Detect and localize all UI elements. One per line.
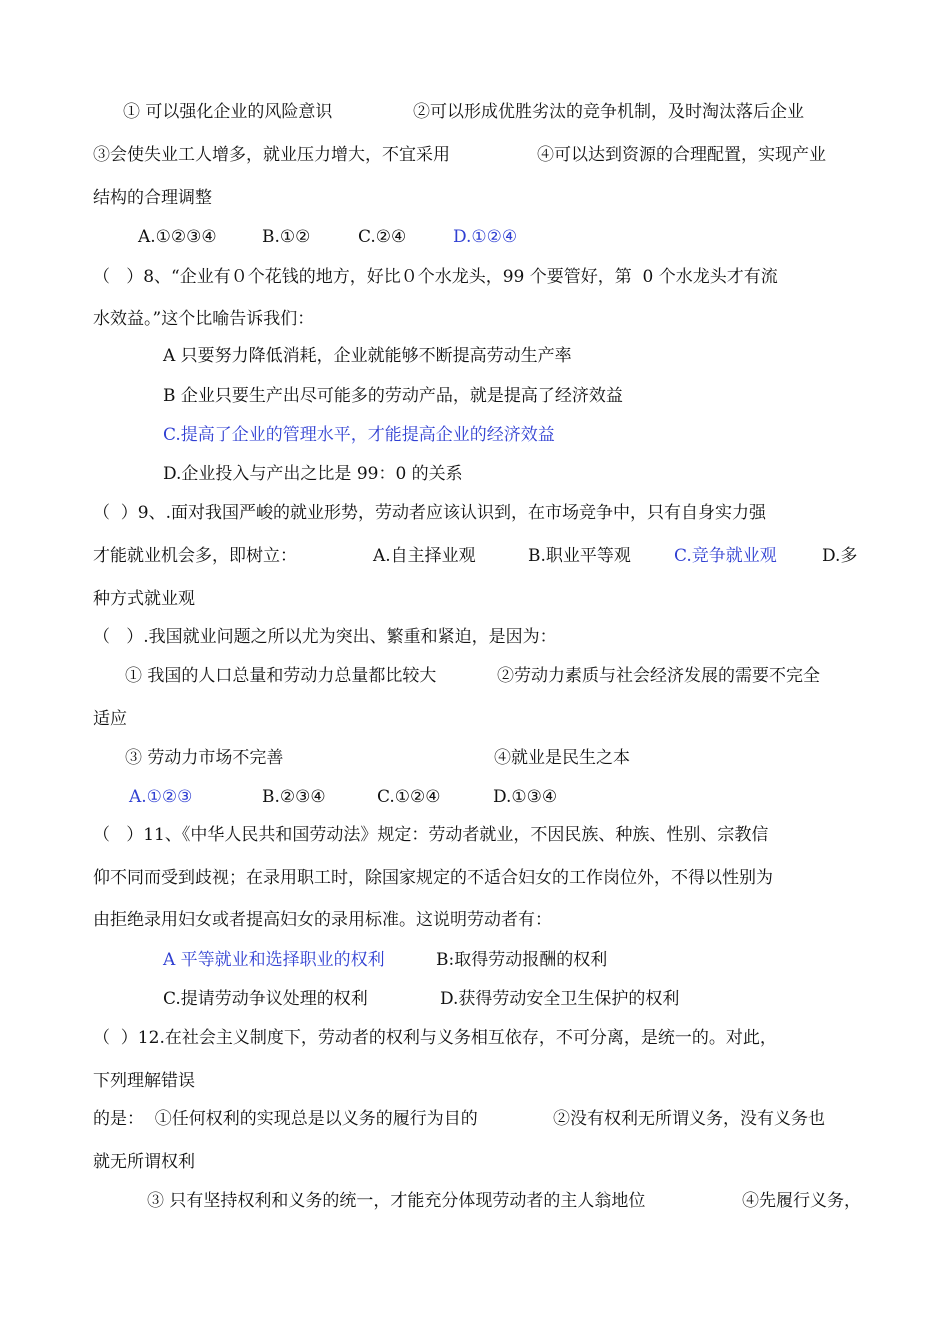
q7-statement-1: ① 可以强化企业的风险意识	[123, 102, 333, 122]
q10-option-a-answer: A.①②③	[129, 787, 193, 807]
q8-stem: （ ）8、“企业有０个花钱的地方，好比０个水龙头，99 个要管好，第 0 个水龙头才有流	[93, 267, 778, 287]
q10-stem: （ ）.我国就业问题之所以尤为突出、繁重和紧迫，是因为：	[93, 627, 557, 647]
q11-stem: （ ）11、《中华人民共和国劳动法》规定：劳动者就业，不因民族、种族、性别、宗教信	[93, 825, 769, 845]
q10-option-b: B.②③④	[262, 787, 326, 807]
q12-statement-2: ②没有权利无所谓义务，没有义务也	[553, 1109, 825, 1129]
q7-statement-4: ④可以达到资源的合理配置，实现产业	[537, 145, 826, 165]
q8-option-d: D.企业投入与产出之比是 99：0 的关系	[163, 464, 463, 484]
q9-option-b: B.职业平等观	[528, 546, 631, 566]
q10-statement-2: ②劳动力素质与社会经济发展的需要不完全	[497, 666, 820, 686]
q11-option-b: B:取得劳动报酬的权利	[436, 950, 608, 970]
q7-statement-4-cont: 结构的合理调整	[93, 188, 212, 208]
q7-option-a: A.①②③④	[138, 227, 217, 247]
q10-statement-2-cont: 适应	[93, 709, 127, 729]
q9-option-a: A.自主择业观	[373, 546, 476, 566]
q9-option-d-cont: 种方式就业观	[93, 589, 195, 609]
q7-option-c: C.②④	[358, 227, 407, 247]
q7-statement-3: ③会使失业工人增多，就业压力增大，不宜采用	[93, 145, 450, 165]
q9-option-c-answer: C.竞争就业观	[674, 546, 777, 566]
q12-stem: （ ）12.在社会主义制度下，劳动者的权利与义务相互依存，不可分离，是统一的。对此，	[93, 1028, 777, 1048]
q7-option-b: B.①②	[262, 227, 311, 247]
q10-statement-1: ① 我国的人口总量和劳动力总量都比较大	[125, 666, 437, 686]
q9-option-d: D.多	[822, 546, 858, 566]
q11-option-c: C.提请劳动争议处理的权利	[163, 989, 368, 1009]
q10-statement-3: ③ 劳动力市场不完善	[125, 748, 284, 768]
q7-option-d-answer: D.①②④	[453, 227, 518, 247]
q10-statement-4: ④就业是民生之本	[494, 748, 630, 768]
q12-statement-2-cont: 就无所谓权利	[93, 1152, 195, 1172]
q12-stem-cont-1: 下列理解错误	[93, 1071, 195, 1091]
q7-statement-2: ②可以形成优胜劣汰的竞争机制，及时淘汰落后企业	[413, 102, 804, 122]
q11-stem-cont-1: 仰不同而受到歧视；在录用职工时，除国家规定的不适合妇女的工作岗位外，不得以性别为	[93, 868, 773, 888]
q10-option-c: C.①②④	[377, 787, 441, 807]
q12-statement-3: ③ 只有坚持权利和义务的统一，才能充分体现劳动者的主人翁地位	[147, 1191, 646, 1211]
q11-stem-cont-2: 由拒绝录用妇女或者提高妇女的录用标准。这说明劳动者有：	[93, 910, 552, 930]
q9-stem: （ ）9、.面对我国严峻的就业形势，劳动者应该认识到，在市场竞争中，只有自身实力强	[93, 503, 767, 523]
q9-stem-cont: 才能就业机会多，即树立：	[93, 546, 297, 566]
q8-option-b: B 企业只要生产出尽可能多的劳动产品，就是提高了经济效益	[163, 386, 623, 406]
q8-option-a: A 只要努力降低消耗，企业就能够不断提高劳动生产率	[163, 346, 572, 366]
q12-statement-4: ④先履行义务，	[742, 1191, 861, 1211]
q10-option-d: D.①③④	[493, 787, 558, 807]
q12-stem-cont-2: 的是： ①任何权利的实现总是以义务的履行为目的	[93, 1109, 478, 1129]
q11-option-d: D.获得劳动安全卫生保护的权利	[440, 989, 680, 1009]
q8-stem-cont: 水效益。”这个比喻告诉我们：	[93, 309, 315, 329]
q8-option-c-answer: C.提高了企业的管理水平，才能提高企业的经济效益	[163, 425, 555, 445]
q11-option-a-answer: A 平等就业和选择职业的权利	[163, 950, 385, 970]
